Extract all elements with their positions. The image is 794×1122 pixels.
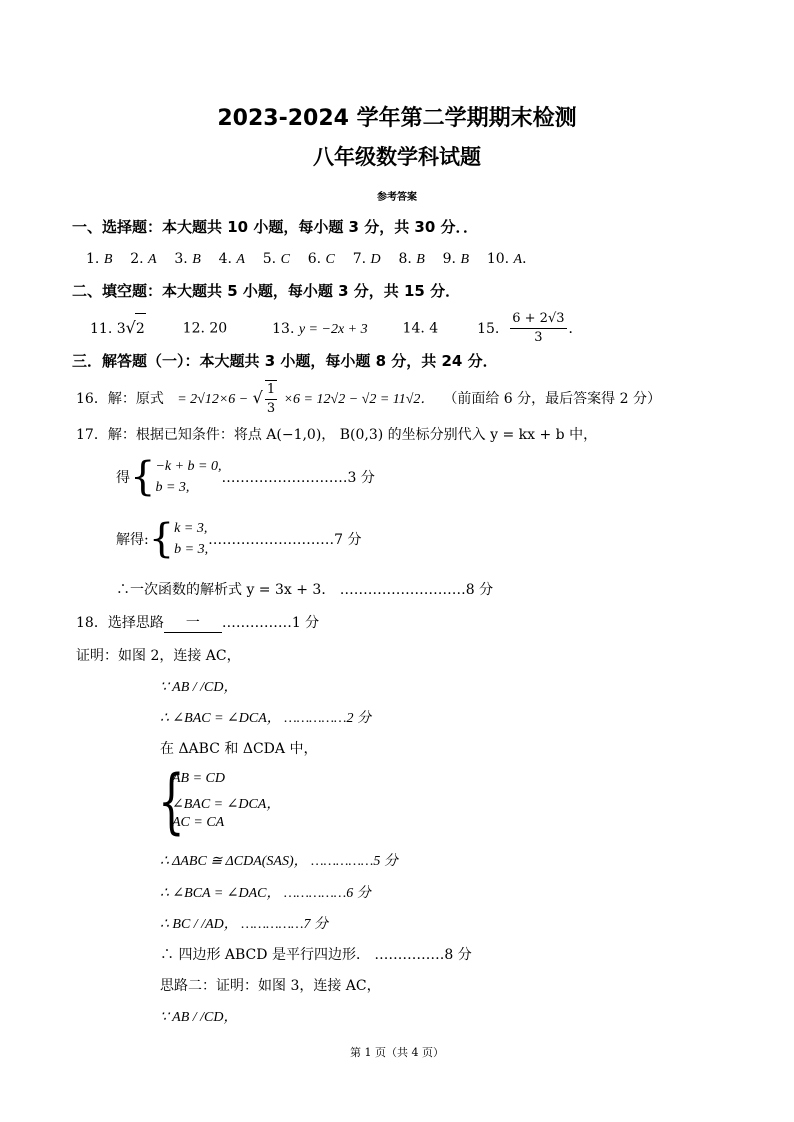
question-18-choice: 18．选择思路 一 ……………1 分 [76, 612, 319, 633]
section-heading-choice: 一、选择题：本大题共 10 小题，每小题 3 分，共 30 分．． [72, 218, 479, 236]
page-footer: 第 1 页（共 4 页） [350, 1046, 444, 1059]
q18-step: ∴ ∠BAC = ∠DCA， ……………2 分 [160, 711, 371, 726]
answer-item: 4. A [218, 251, 245, 267]
fill-answers [90, 310, 583, 344]
question-16: 16．解：原式 = 2√12×6 − √ $\frac{1}{3}$ ×6 = 12√2 − √2 = 11√2． （前面给 6 分，最后答案得 2 分） [76, 382, 661, 416]
exam-subtitle: 八年级数学科试题 [313, 145, 481, 169]
question-17-intro: 17．解：根据已知条件：将点 A(−1,0)， B(0,3) 的坐标分别代入 y = kx + b 中， [76, 427, 598, 443]
q18-step: ∵ AB / /CD， [160, 680, 238, 695]
fill-answer-11: 11. 3√2 [90, 321, 150, 337]
q18-system-line: AB = CD [172, 771, 225, 786]
answer-item: 6. C [307, 251, 335, 267]
q18-step: ∴ ΔABC ≅ ΔCDA(SAS)， ……………5 分 [160, 854, 398, 869]
q18-step: ∴ ∠BCA = ∠DAC， ……………6 分 [160, 886, 371, 901]
q17-system-2: 解得:{k = 3, b = 3,………………………7 分 [116, 516, 362, 562]
answer-item: 8. B [398, 251, 425, 267]
q18-step: ∴ BC / /AD， ……………7 分 [160, 917, 328, 932]
q18-proof-intro: 证明：如图 2，连接 AC， [76, 648, 241, 664]
fill-answer-15: 15. $\frac{6 + 2√3}{3}$ ． [477, 311, 583, 345]
answer-item: 9. B [442, 251, 469, 267]
q18-step: 在 ΔABC 和 ΔCDA 中， [160, 741, 318, 757]
fill-answer-14: 14. 4 [402, 320, 439, 337]
answer-item: 1. B [86, 251, 113, 267]
fill-answer-12: 12. 20 [182, 320, 228, 337]
q17-system-1: 得{−k + b = 0, b = 3,………………………3 分 [116, 454, 375, 500]
fraction: $\frac{1}{3}$ [266, 382, 276, 416]
section-heading-solve: 三．解答题（一）：本大题共 3 小题，每小题 8 分，共 24 分． [72, 352, 498, 370]
system-brace: { [158, 760, 185, 842]
q18-system-line: ∠BAC = ∠DCA， [172, 797, 281, 812]
answer-item: 7. D [352, 251, 381, 267]
q18-step: ∴ 四边形 ABCD 是平行四边形． ……………8 分 [160, 947, 472, 963]
q18-step: ∵ AB / /CD， [160, 1010, 238, 1025]
exam-title: 2023-2024 学年第二学期期末检测 [217, 106, 577, 131]
answer-item: 5. C [262, 251, 290, 267]
section-heading-fill: 二、填空题：本大题共 5 小题，每小题 3 分，共 15 分． [72, 282, 461, 300]
fill-answer-13: 13. y = −2x + 3 [272, 320, 368, 337]
answer-item: 2. A [130, 251, 157, 267]
answer-item: 3. B [174, 251, 201, 267]
q17-conclusion: ∴一次函数的解析式 y = 3x + 3． ………………………8 分 [116, 582, 494, 598]
q18-step: 思路二：证明：如图 3，连接 AC， [160, 978, 381, 994]
choice-answers [86, 248, 536, 268]
answer-key-label: 参考答案 [377, 192, 417, 203]
q18-system-line: AC = CA [172, 815, 225, 830]
answer-item: 10. A． [486, 251, 537, 267]
fraction: $\frac{6 + 2√3}{3}$ [512, 311, 565, 345]
